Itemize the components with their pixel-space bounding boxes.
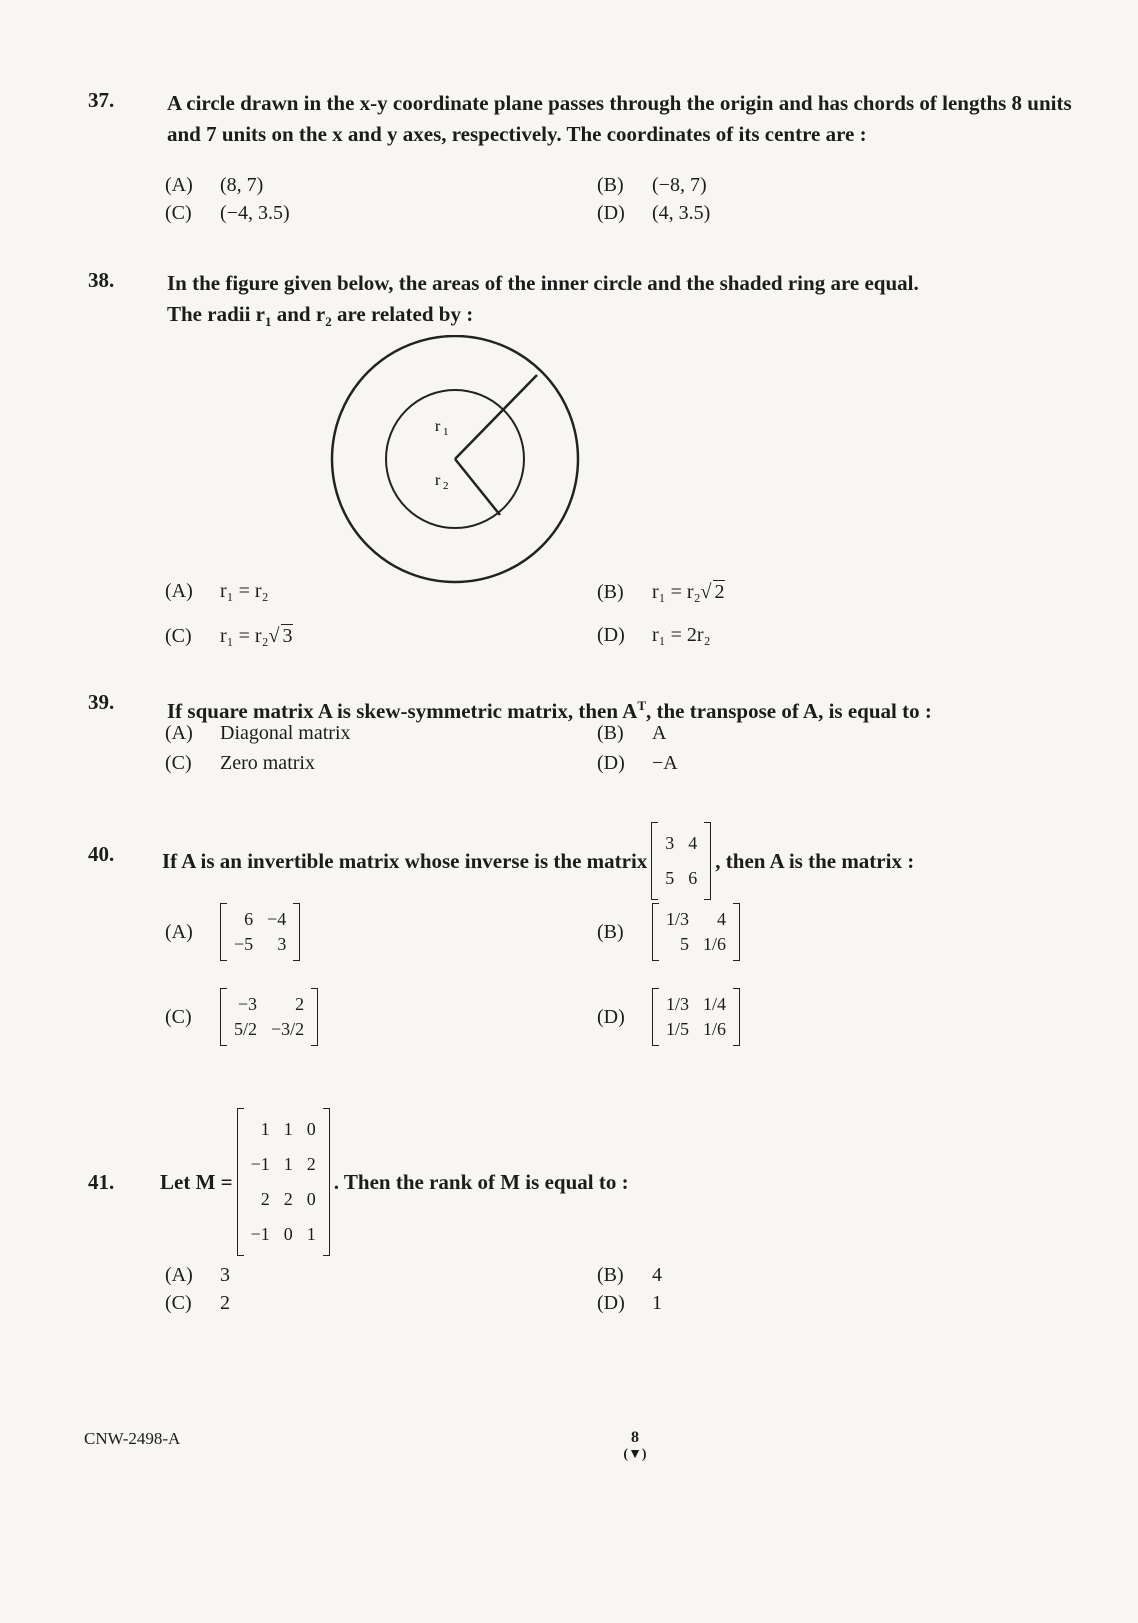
- option-c: (C) Zero matrix: [165, 752, 315, 774]
- option-b: (B) (−8, 7): [597, 174, 707, 196]
- question-number: 41.: [88, 1170, 115, 1194]
- question-stem: If square matrix A is skew-symmetric matrix, then $A^T$, the transpose of A, is equal to :: [167, 698, 932, 723]
- svg-text:1: 1: [443, 426, 449, 438]
- concentric-circles-figure: [320, 335, 600, 585]
- question-number: 38.: [88, 268, 115, 292]
- paper-code: CNW-2498-A: [84, 1429, 181, 1448]
- radius-r1-line: [455, 375, 537, 459]
- question-stem: A circle drawn in the x-y coordinate plane passes through the origin and has chords of lengths 8 units and 7 units on the x and y axes, respectively. The coordinates of its centre are :: [167, 91, 1072, 146]
- option-d: (D) (4, 3.5): [597, 202, 711, 224]
- option-c: (C) (−4, 3.5): [165, 202, 290, 224]
- option-a: (A) r₁ = r₂: [165, 580, 269, 602]
- option-d-matrix: 1/3 1/4 1/5 1/6: [652, 988, 740, 1046]
- question-number: 40.: [88, 842, 115, 866]
- question-stem: If A is an invertible matrix whose inverse is the matrix 3 4 5 6 , then A is the matrix :: [162, 822, 1105, 900]
- option-a: (A) 3: [165, 1264, 230, 1286]
- q40-option-c: (C) −3 2 5/2 −3/2: [165, 988, 318, 1046]
- radius-r2-line: [455, 459, 500, 515]
- inverse-matrix: 3 4 5 6: [651, 822, 711, 900]
- option-b: (B) A: [597, 722, 667, 744]
- page-number: 8 (▼): [623, 1429, 647, 1462]
- question-stem: Let M = 1 1 0 −1 1 2 2 2 0 −1 0 1 . Then the rank of M is equal to :: [160, 1108, 1103, 1256]
- question-stem: In the figure given below, the areas of the inner circle and the shaded ring are equal. The radii $r_1$ and $r_2$ are related by :: [167, 271, 919, 330]
- option-a: (A) (8, 7): [165, 174, 264, 196]
- option-b: (B) 4: [597, 1264, 662, 1286]
- question-number: 37.: [88, 88, 115, 112]
- question-number: 39.: [88, 690, 115, 714]
- option-d: (D) −A: [597, 752, 678, 774]
- option-b-matrix: 1/3 4 5 1/6: [652, 903, 740, 961]
- q40-option-a: (A) 6 −4 −5 3: [165, 903, 300, 961]
- q40-option-b: (B) 1/3 4 5 1/6: [597, 903, 740, 961]
- option-a-matrix: 6 −4 −5 3: [220, 903, 300, 961]
- option-c: (C) 2: [165, 1292, 230, 1314]
- svg-text:2: 2: [443, 480, 449, 492]
- matrix-m: 1 1 0 −1 1 2 2 2 0 −1 0 1: [237, 1108, 330, 1256]
- q40-option-d: (D) 1/3 1/4 1/5 1/6: [597, 988, 740, 1046]
- option-d: (D) r₁ = 2r₂: [597, 624, 711, 646]
- svg-text:r: r: [435, 472, 441, 489]
- option-d: (D) 1: [597, 1292, 662, 1314]
- svg-text:r: r: [435, 418, 441, 435]
- option-b: (B) r₁ = r₂√ 2: [597, 581, 725, 603]
- option-c: (C) r₁ = r₂√ 3: [165, 625, 293, 647]
- option-c-matrix: −3 2 5/2 −3/2: [220, 988, 318, 1046]
- option-a: (A) Diagonal matrix: [165, 722, 351, 744]
